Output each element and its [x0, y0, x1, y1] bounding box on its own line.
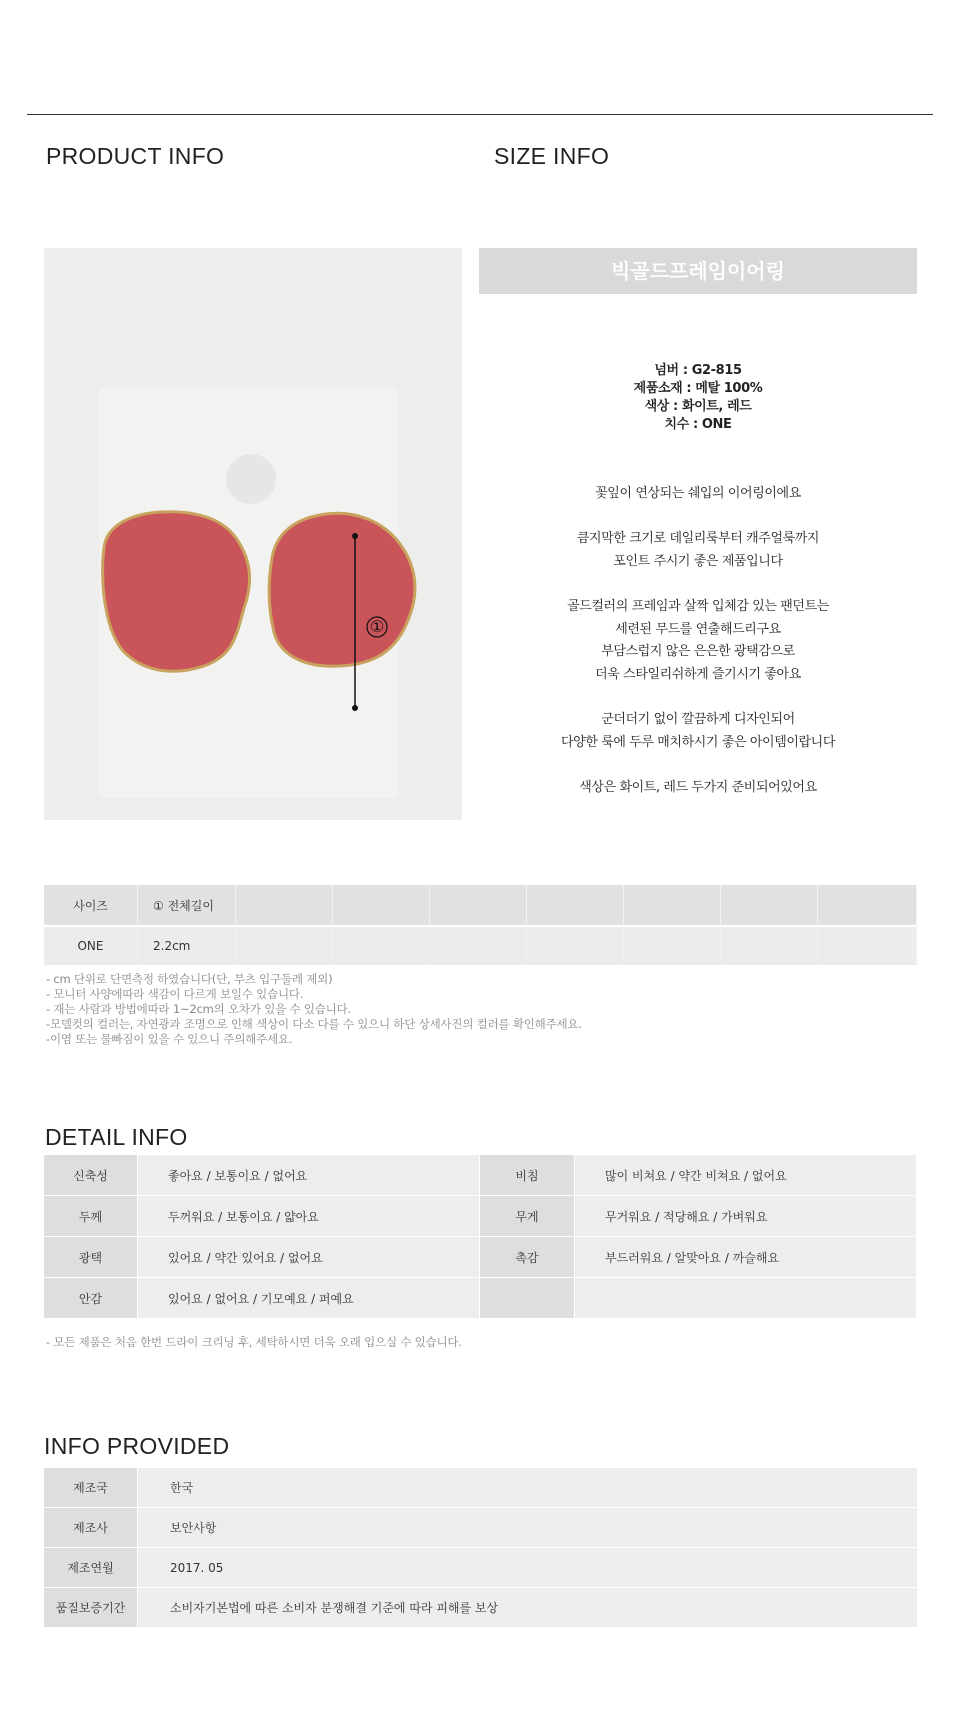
table-row — [44, 925, 917, 965]
spec-number: 넘버 : G2-815 — [654, 363, 742, 378]
empty-cell — [333, 885, 430, 925]
empty-cell — [818, 925, 917, 965]
empty-cell — [818, 885, 917, 925]
size-notes — [46, 972, 582, 1047]
detail-note: - 모든 제품은 처음 한번 드라이 크리닝 후, 세탁하시면 더욱 오래 입으실 수 있습니다. — [46, 1335, 462, 1349]
description-line: 다양한 룩에 두루 매치하시기 좋은 아이템이랍니다 — [561, 734, 835, 750]
info-value: 2017. 05 — [138, 1548, 917, 1588]
empty-cell — [527, 885, 624, 925]
detail-label: 광택 — [44, 1237, 138, 1278]
length-value: 2.2cm — [138, 925, 236, 965]
table-row — [44, 1196, 917, 1237]
description-line — [479, 686, 917, 709]
measure-dot-top — [352, 533, 358, 539]
earrings-image — [44, 248, 462, 820]
detail-value: 무거워요 / 적당해요 / 가벼워요 — [575, 1196, 917, 1237]
description-line: 색상은 화이트, 레드 두가지 준비되어있어요 — [579, 779, 817, 795]
description-line: 부담스럽지 않은 은은한 광택감으로 — [601, 644, 795, 660]
detail-label: 안감 — [44, 1278, 138, 1319]
info-label: 제조사 — [44, 1508, 138, 1548]
size-note: - cm 단위로 단면측정 하였습니다(단, 부츠 입구둘레 제외) — [46, 972, 333, 986]
size-note: - 모니터 사양에따라 색감이 다르게 보일수 있습니다. — [46, 987, 304, 1001]
product-name-bar: 빅골드프레임이어링 — [479, 248, 917, 294]
info-label: 제조연월 — [44, 1548, 138, 1588]
info-label: 품질보증기간 — [44, 1588, 138, 1628]
product-description — [479, 483, 917, 799]
description-line — [479, 506, 917, 529]
info-provided-heading: INFO PROVIDED — [44, 1433, 230, 1459]
description-line: 더욱 스타일리쉬하게 즐기시기 좋아요 — [595, 666, 801, 682]
description-line — [479, 754, 917, 777]
size-note: -이염 또는 물빠짐이 있을 수 있으니 주의해주세요. — [46, 1032, 293, 1046]
detail-info-heading: DETAIL INFO — [45, 1124, 188, 1150]
size-table-header — [44, 885, 917, 925]
info-value: 보안사항 — [138, 1508, 917, 1548]
top-divider — [27, 114, 933, 115]
detail-value: 좋아요 / 보통이요 / 없어요 — [138, 1155, 480, 1196]
detail-value: 많이 비쳐요 / 약간 비쳐요 / 없어요 — [575, 1155, 917, 1196]
description-line: 큼지막한 크기로 데일리룩부터 캐주얼룩까지 — [576, 531, 820, 547]
right-earring — [269, 513, 415, 666]
size-info-heading: SIZE INFO — [494, 143, 610, 169]
empty-cell — [721, 925, 818, 965]
size-note: - 재는 사람과 방법에따라 1~2cm의 오차가 있을 수 있습니다. — [46, 1002, 351, 1016]
empty-cell — [236, 885, 333, 925]
description-line: 골드컬러의 프레임과 살짝 입체감 있는 팬던트는 — [567, 598, 829, 614]
size-value: ONE — [44, 925, 138, 965]
table-row — [44, 1508, 917, 1548]
detail-label: 비침 — [480, 1155, 575, 1196]
detail-label — [480, 1278, 575, 1319]
description-line: 포인트 주시기 좋은 제품입니다 — [613, 553, 783, 569]
info-label: 제조국 — [44, 1468, 138, 1508]
detail-value: 있어요 / 없어요 / 기모예요 / 퍼예요 — [138, 1278, 480, 1319]
product-photo — [44, 248, 462, 820]
product-info-heading: PRODUCT INFO — [46, 143, 225, 169]
left-earring — [103, 512, 250, 672]
detail-label: 두께 — [44, 1196, 138, 1237]
spec-material: 제품소재 : 메탈 100% — [633, 381, 763, 396]
detail-label: 촉감 — [480, 1237, 575, 1278]
empty-cell — [624, 885, 721, 925]
detail-label: 신축성 — [44, 1155, 138, 1196]
info-provided-table — [44, 1468, 917, 1628]
description-line — [479, 573, 917, 596]
table-row — [44, 1237, 917, 1278]
empty-cell — [721, 885, 818, 925]
measure-marker: ① — [369, 617, 385, 636]
size-table — [44, 885, 917, 965]
info-value: 한국 — [138, 1468, 917, 1508]
description-line: 꽃잎이 연상되는 쉐입의 이어링이에요 — [595, 486, 801, 501]
size-note: -모델컷의 컬러는, 자연광과 조명으로 인해 색상이 다소 다를 수 있으니 하단 상세사진의 컬러를 확인해주세요. — [46, 1017, 582, 1031]
detail-value: 있어요 / 약간 있어요 / 없어요 — [138, 1237, 480, 1278]
product-specs — [479, 362, 917, 434]
empty-cell — [333, 925, 430, 965]
empty-cell — [430, 885, 527, 925]
description-line: 세련된 무드를 연출해드리구요 — [615, 621, 781, 637]
detail-value: 두꺼워요 / 보통이요 / 얇아요 — [138, 1196, 480, 1237]
spec-size: 치수 : ONE — [664, 417, 732, 432]
empty-cell — [624, 925, 721, 965]
detail-label: 무게 — [480, 1196, 575, 1237]
empty-cell — [430, 925, 527, 965]
spec-color: 색상 : 화이트, 레드 — [644, 399, 752, 414]
size-header-length: ① 전체길이 — [138, 885, 236, 925]
detail-value — [575, 1278, 917, 1319]
info-value: 소비자기본법에 따른 소비자 분쟁해결 기준에 따라 피해를 보상 — [138, 1588, 917, 1628]
table-row — [44, 1588, 917, 1628]
table-row — [44, 1548, 917, 1588]
empty-cell — [527, 925, 624, 965]
detail-table — [44, 1155, 917, 1319]
table-row — [44, 1468, 917, 1508]
description-line: 군더더기 없이 깔끔하게 디자인되어 — [601, 711, 795, 727]
measure-dot-bottom — [352, 705, 358, 711]
empty-cell — [236, 925, 333, 965]
detail-value: 부드러워요 / 알맞아요 / 까슬해요 — [575, 1237, 917, 1278]
table-row — [44, 1155, 917, 1196]
size-header-label: 사이즈 — [44, 885, 138, 925]
table-row — [44, 1278, 917, 1319]
